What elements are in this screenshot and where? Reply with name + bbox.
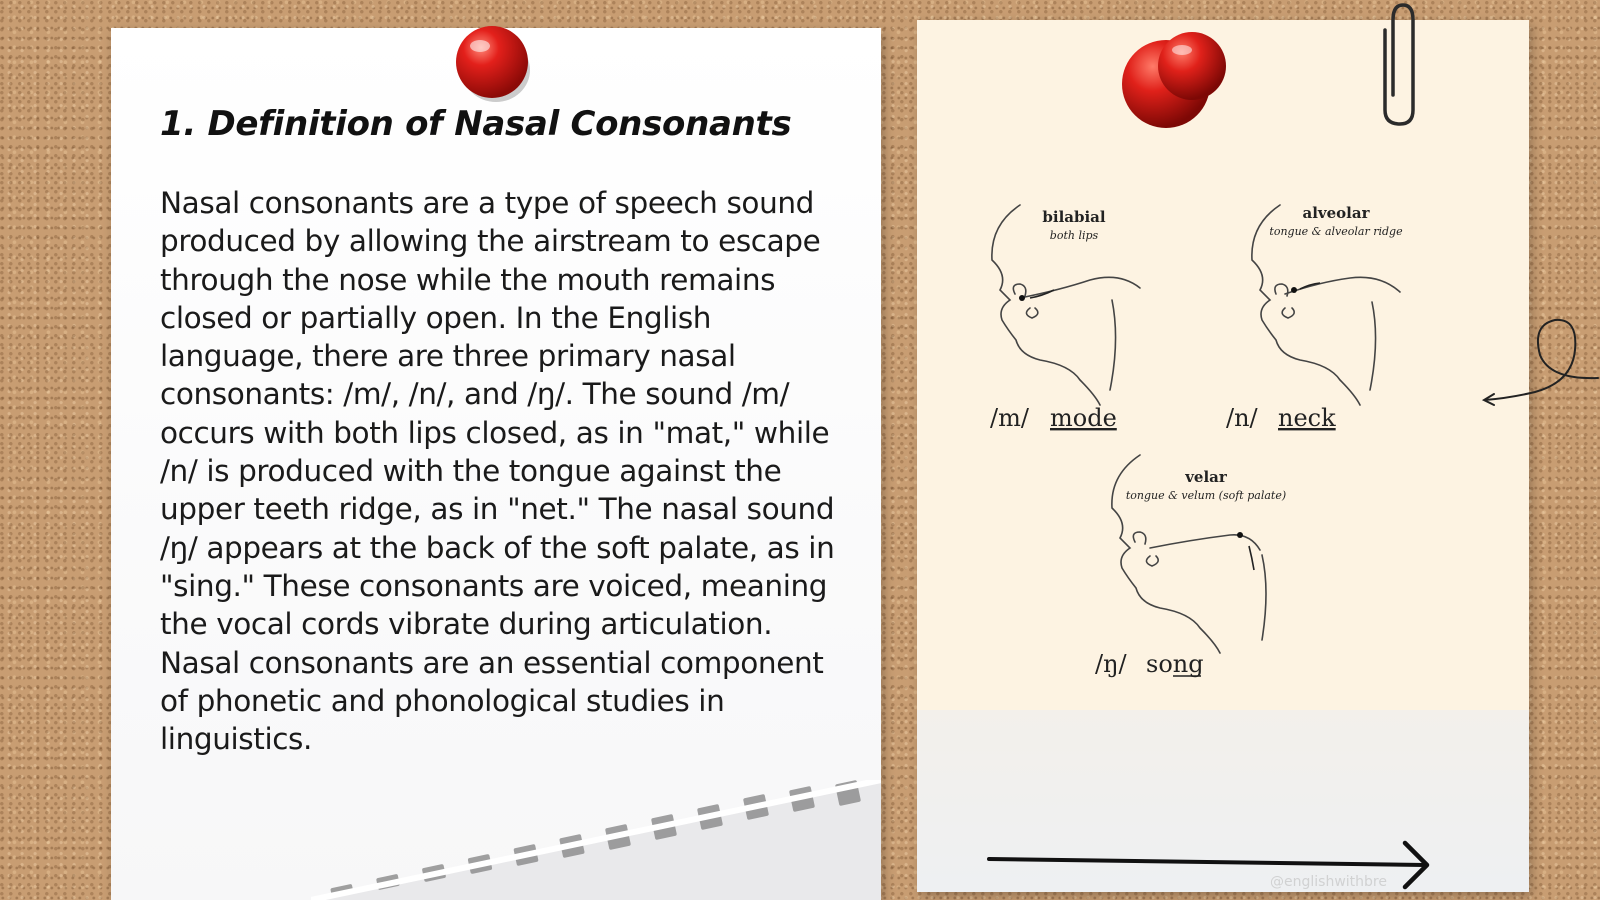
card-title: 1. Definition of Nasal Consonants: [160, 104, 792, 144]
alveolar-description: tongue & alveolar ridge: [1269, 225, 1403, 238]
n-word: neck: [1278, 404, 1336, 432]
red-pushpin-icon: [1120, 30, 1240, 135]
watermark: @englishwithbre: [1270, 874, 1387, 890]
velar-description: tongue & velum (soft palate): [1125, 489, 1287, 502]
articulation-diagrams: [980, 190, 1420, 690]
red-pushpin-icon: [452, 22, 534, 104]
velar-label: velar: [1185, 468, 1227, 486]
alveolar-label: alveolar: [1302, 204, 1370, 222]
torn-edge: [311, 780, 881, 900]
ng-word: song: [1146, 650, 1204, 678]
swirl-arrow-icon: [1480, 310, 1600, 410]
ng-symbol: /ŋ/: [1095, 650, 1127, 678]
card-body-text: Nasal consonants are a type of speech sound produced by allowing the airstream to escape through the nose while the mouth remains closed or partially open. In the English language, there are three primary nasal consonants: /m/, /n/, and /ŋ/. The sound /m/ occurs with both lips closed, as in "mat," while /n/ is produced with the tongue against the upper teeth ridge, as in "net." The nasal sound /ŋ/ appears at the back of the soft palate, as in "sing." These consonants are voiced, meaning the vocal cords vibrate during articulation. Nasal consonants are an essential component of phonetic and phonological studies in linguistics.: [160, 186, 835, 757]
bilabial-description: both lips: [1049, 229, 1099, 242]
paperclip-icon: [1375, 0, 1425, 130]
m-symbol: /m/: [990, 404, 1029, 432]
bilabial-label: bilabial: [1042, 208, 1106, 226]
m-word: mode: [1050, 404, 1117, 432]
n-symbol: /n/: [1226, 404, 1258, 432]
